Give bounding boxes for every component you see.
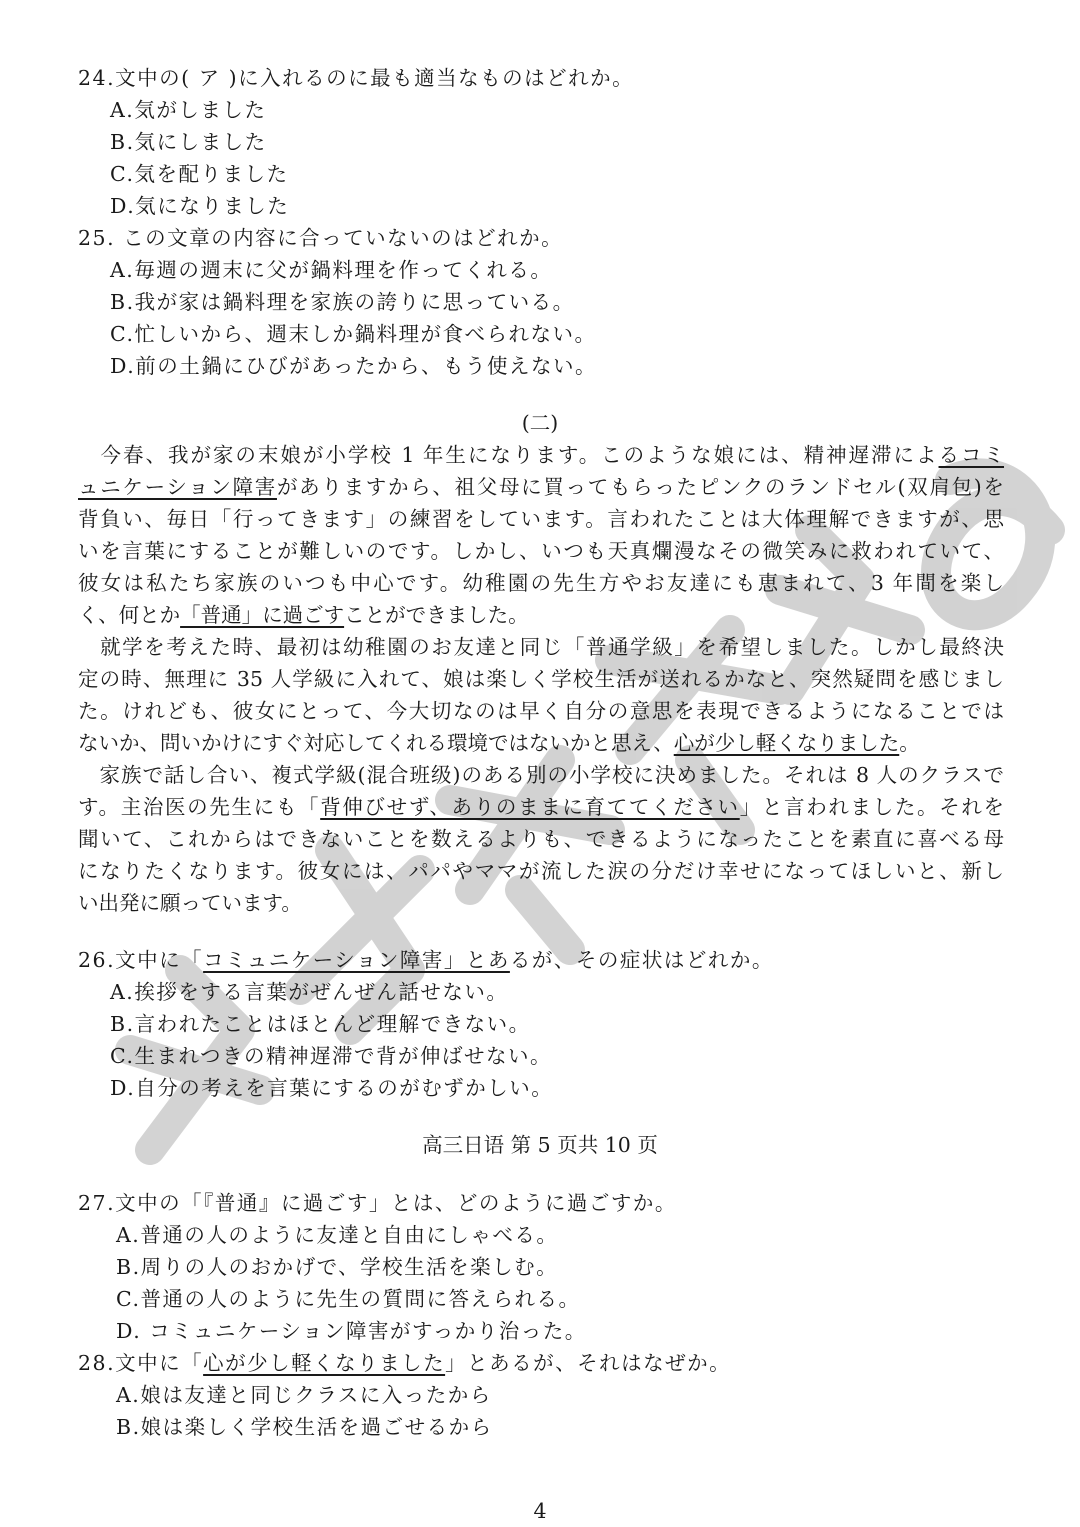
question-24-stem: 24.文中の( ア )に入れるのに最も適当なものはどれか。 <box>78 66 635 90</box>
q24-option-b: B.気にしました <box>110 130 267 154</box>
question-27-stem: 27.文中の「『普通』に過ごす」とは、どのように過ごすか。 <box>78 1191 677 1215</box>
q27-option-d: D. コミュニケーション障害がすっかり治った。 <box>116 1319 587 1343</box>
passage-line: ないか、問いかけにすぐ対応してくれる環境ではないかと思え、心が少し軽くなりました。 <box>78 731 920 755</box>
passage-line: い出発に願っています。 <box>78 891 302 915</box>
passage-line: 彼女は私たち家族のいつも中心です。幼稚園の先生方やお友達にも恵まれて、3 年間を楽し <box>78 571 1004 595</box>
section-title: (二) <box>521 411 559 435</box>
question-25-stem: 25. この文章の内容に合っていないのはどれか。 <box>78 226 564 250</box>
q24-option-d: D.気になりました <box>110 194 290 218</box>
q26-option-b: B.言われたことはほとんど理解できない。 <box>110 1012 531 1036</box>
passage-line: 背負い、毎日「行ってきます」の練習をしています。言われたことは大体理解できますが、思 <box>78 507 1004 531</box>
q26-option-a: A.挨拶をする言葉がぜんぜん話せない。 <box>110 980 509 1004</box>
q27-option-a: A.普通の人のように友達と自由にしゃべる。 <box>116 1223 559 1247</box>
q27-option-c: C.普通の人のように先生の質問に答えられる。 <box>116 1287 581 1311</box>
passage-line: 今春、我が家の末娘が小学校 1 年生になります。このような娘には、精神遅滞によるコミ <box>78 443 1005 467</box>
passage-line: 聞いて、これからはできないことを数えるよりも、できるようになったことを素直に喜べる母 <box>78 827 1004 851</box>
q28-option-b: B.娘は楽しく学校生活を過ごせるから <box>116 1415 493 1439</box>
q25-option-b: B.我が家は鍋料理を家族の誇りに思っている。 <box>110 290 575 314</box>
passage-line: く、何とか「普通」に過ごすことができました。 <box>78 603 529 627</box>
passage-line: になりたくなります。彼女には、パパやママが流した涙の分だけ幸せになってほしいと、新し <box>78 859 1004 883</box>
question-26-stem: 26.文中に「コミュニケーション障害」とあるが、その症状はどれか。 <box>78 948 774 972</box>
passage-line: 就学を考えた時、最初は幼稚園のお友達と同じ「普通学級」を希望しました。しかし最終決 <box>78 635 1004 659</box>
passage-line: 家族で話し合い、複式学級(混合班级)のある別の小学校に決めました。それは 8 人のクラスで <box>78 763 1004 787</box>
q26-option-c: C.生まれつきの精神遅滞で背が伸ばせない。 <box>110 1044 553 1068</box>
passage-line: ュニケーション障害がありますから、祖父母に買ってもらったピンクのランドセル(双肩包)を <box>78 475 1004 499</box>
q25-option-a: A.毎週の週末に父が鍋料理を作ってくれる。 <box>110 258 553 282</box>
passage-line: いを言葉にすることが難しいのです。しかし、いつも天真爛漫なその微笑みに救われていて、 <box>78 539 1004 563</box>
question-28-stem: 28.文中に「心が少し軽くなりました」とあるが、それはなぜか。 <box>78 1351 732 1375</box>
page-header: 高三日语 第 5 页共 10 页 <box>422 1133 658 1157</box>
q26-option-d: D.自分の考えを言葉にするのがむずかしい。 <box>110 1076 554 1100</box>
q24-option-a: A.気がしました <box>110 98 267 122</box>
q28-option-a: A.娘は友達と同じクラスに入ったから <box>116 1383 492 1407</box>
page-number: 4 <box>533 1499 547 1523</box>
q25-option-c: C.忙しいから、週末しか鍋料理が食べられない。 <box>110 322 597 346</box>
passage-line: す。主治医の先生にも「背伸びせず、ありのままに育ててください」と言われました。それを <box>78 795 1005 819</box>
q25-option-d: D.前の土鍋にひびがあったから、もう使えない。 <box>110 354 598 378</box>
q27-option-b: B.周りの人のおかげで、学校生活を楽しむ。 <box>116 1255 559 1279</box>
passage-line: た。けれども、彼女にとって、今大切なのは早く自分の意思を表現できるようになることでは <box>78 699 1004 723</box>
q24-option-c: C.気を配りました <box>110 162 289 186</box>
passage-line: 定の時、無理に 35 人学級に入れて、娘は楽しく学校生活が送れるかなと、突然疑問を感じまし <box>78 667 1004 691</box>
